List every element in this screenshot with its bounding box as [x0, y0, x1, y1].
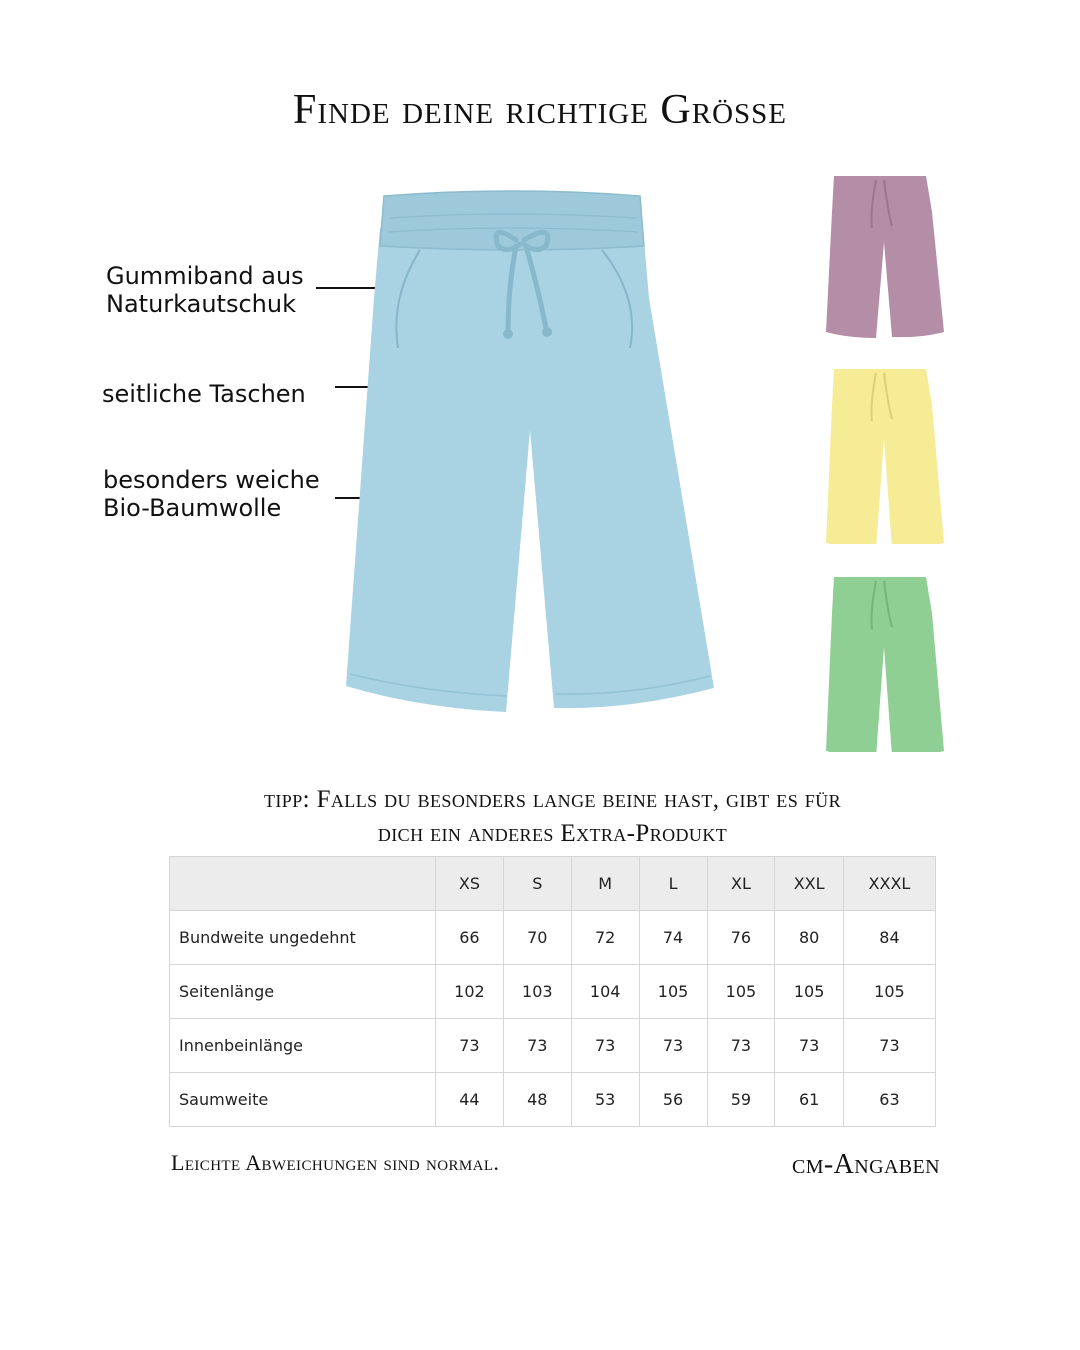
size-header-l: L	[639, 857, 707, 911]
table-cell: 73	[503, 1019, 571, 1073]
size-header-xs: XS	[436, 857, 504, 911]
row-label: Innenbeinlänge	[170, 1019, 436, 1073]
table-cell: 105	[775, 965, 844, 1019]
table-row	[170, 911, 936, 965]
feature-pockets	[102, 380, 306, 408]
pants-shape	[826, 577, 944, 752]
size-header-s: S	[503, 857, 571, 911]
unit-note: cm-Angaben	[792, 1149, 940, 1180]
table-cell: 73	[639, 1019, 707, 1073]
table-header-row	[170, 857, 936, 911]
size-header-m: M	[571, 857, 639, 911]
table-cell: 53	[571, 1073, 639, 1127]
table-cell: 105	[707, 965, 775, 1019]
feature-cotton-line1: besonders weiche	[103, 466, 320, 494]
feature-cotton	[103, 466, 320, 522]
feature-waistband-line1: Gummiband aus	[106, 262, 304, 290]
table-cell: 66	[436, 911, 504, 965]
table-cell: 56	[639, 1073, 707, 1127]
table-row	[170, 1073, 936, 1127]
table-cell: 102	[436, 965, 504, 1019]
size-header-xxl: XXL	[775, 857, 844, 911]
table-cell: 73	[775, 1019, 844, 1073]
product-variant-lavender	[822, 172, 948, 344]
table-cell: 104	[571, 965, 639, 1019]
product-variant-green	[822, 566, 948, 752]
table-cell: 73	[436, 1019, 504, 1073]
size-header-xxxl: XXXL	[843, 857, 935, 911]
waistband	[380, 191, 644, 250]
table-cell: 84	[843, 911, 935, 965]
table-cell: 105	[639, 965, 707, 1019]
size-header-xl: XL	[707, 857, 775, 911]
table-cell: 74	[639, 911, 707, 965]
product-variant-yellow	[822, 358, 948, 544]
table-cell: 48	[503, 1073, 571, 1127]
page-title: Finde deine richtige Grösse	[293, 87, 787, 133]
table-row	[170, 965, 936, 1019]
feature-waistband-line2: Naturkautschuk	[106, 290, 296, 318]
table-cell: 59	[707, 1073, 775, 1127]
product-image-main	[340, 188, 720, 718]
table-cell: 80	[775, 911, 844, 965]
pants-shape	[826, 369, 944, 544]
tip-line1: tipp: Falls du besonders lange beine hast, gibt es für	[264, 786, 841, 813]
table-cell: 105	[843, 965, 935, 1019]
table-cell: 63	[843, 1073, 935, 1127]
pants-body	[346, 228, 714, 712]
table-cell: 73	[571, 1019, 639, 1073]
table-cell: 103	[503, 965, 571, 1019]
tip-line2: dich ein anderes Extra-Produkt	[377, 820, 728, 847]
feature-waistband	[106, 262, 304, 318]
row-label: Saumweite	[170, 1073, 436, 1127]
table-cell: 72	[571, 911, 639, 965]
row-label: Seitenlänge	[170, 965, 436, 1019]
footnote-deviations: Leichte Abweichungen sind normal.	[171, 1150, 500, 1175]
table-corner-cell	[170, 857, 436, 911]
tip-text	[150, 783, 955, 851]
table-cell: 73	[843, 1019, 935, 1073]
table-row	[170, 1019, 936, 1073]
table-cell: 61	[775, 1073, 844, 1127]
feature-pockets-line1: seitliche Taschen	[102, 380, 306, 408]
table-cell: 44	[436, 1073, 504, 1127]
table-cell: 73	[707, 1019, 775, 1073]
table-cell: 76	[707, 911, 775, 965]
size-table	[169, 856, 936, 1127]
pants-shape	[826, 176, 944, 338]
table-cell: 70	[503, 911, 571, 965]
feature-cotton-line2: Bio-Baumwolle	[103, 494, 282, 522]
row-label: Bundweite ungedehnt	[170, 911, 436, 965]
